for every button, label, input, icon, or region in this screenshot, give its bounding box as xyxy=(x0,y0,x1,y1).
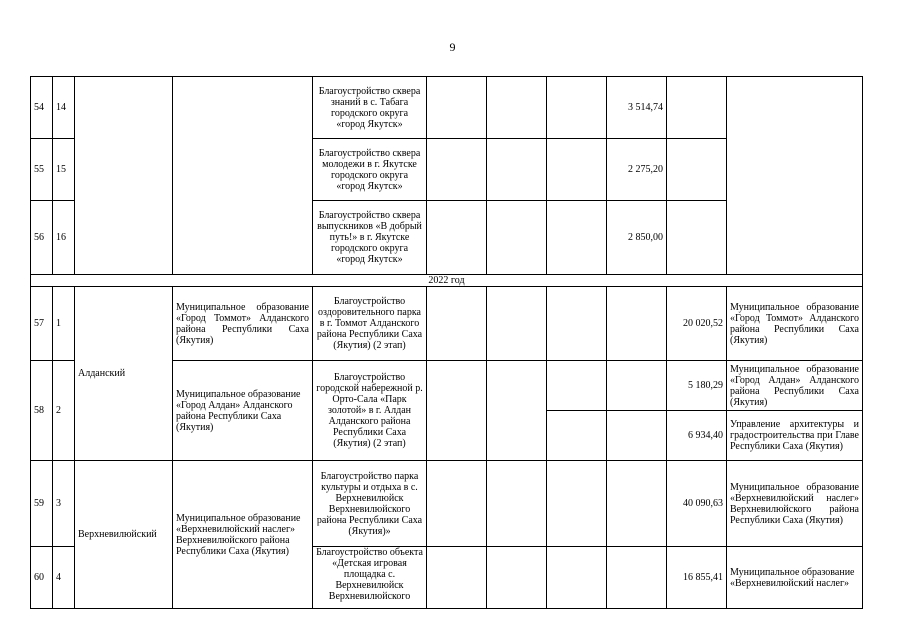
year-separator-row xyxy=(31,275,863,287)
row-subnumber: 15 xyxy=(53,139,75,201)
empty-cell xyxy=(667,139,727,201)
empty-cell xyxy=(487,547,547,609)
row-number: 60 xyxy=(31,547,53,609)
row-subnumber: 4 xyxy=(53,547,75,609)
empty-cell xyxy=(667,77,727,139)
municipality-cell xyxy=(173,77,313,275)
project-name: Благоустройство объекта «Детская игровая площадка с. Верхневилюйск Верхневилюйского xyxy=(313,547,427,609)
funding-table xyxy=(30,76,863,609)
row-subnumber: 16 xyxy=(53,201,75,275)
empty-cell xyxy=(547,461,607,547)
empty-cell xyxy=(547,201,607,275)
empty-cell xyxy=(487,139,547,201)
row-number: 57 xyxy=(31,287,53,361)
row-number: 55 xyxy=(31,139,53,201)
municipality-name: Муниципальное образование «Верхневилюйский наслег» Верхневилюйского района Республики Саха (Якутия) xyxy=(173,461,313,609)
page-number: 9 xyxy=(449,40,456,54)
empty-cell xyxy=(607,361,667,411)
empty-cell xyxy=(547,77,607,139)
amount: 2 275,20 xyxy=(607,139,667,201)
year-label: 2022 год xyxy=(31,275,863,287)
amount: 6 934,40 xyxy=(667,411,727,461)
empty-cell xyxy=(667,201,727,275)
empty-cell xyxy=(427,547,487,609)
amount: 3 514,74 xyxy=(607,77,667,139)
project-name: Благоустройство городской набережной р. Орто-Сала «Парк золотой» в г. Алдан Алданского района Республики Саха (Якутия) (2 этап) xyxy=(313,361,427,461)
project-name: Благоустройство оздоровительного парка в г. Томмот Алданского района Республики Саха (Якутия) (2 этап) xyxy=(313,287,427,361)
empty-cell xyxy=(487,77,547,139)
row-subnumber: 1 xyxy=(53,287,75,361)
amount: 2 850,00 xyxy=(607,201,667,275)
recipient-name: Муниципальное образование «Верхневилюйский наслег» Верхневилюйского района Республики Саха (Якутия) xyxy=(727,461,863,547)
empty-cell xyxy=(487,361,547,461)
recipient-name: Управление архитектуры и градостроительства при Главе Республики Саха (Якутия) xyxy=(727,411,863,461)
empty-cell xyxy=(547,139,607,201)
row-number: 58 xyxy=(31,361,53,461)
table-row xyxy=(31,77,863,139)
empty-cell xyxy=(607,411,667,461)
amount: 40 090,63 xyxy=(667,461,727,547)
empty-cell xyxy=(427,461,487,547)
municipality-name: Муниципальное образование «Город Томмот» Алданского района Республики Саха (Якутия) xyxy=(173,287,313,361)
row-subnumber: 2 xyxy=(53,361,75,461)
recipient-cell xyxy=(727,77,863,275)
row-subnumber: 14 xyxy=(53,77,75,139)
project-name: Благоустройство парка культуры и отдыха в с. Верхневилюйск Верхневилюйского района Республики Саха (Якутия)» xyxy=(313,461,427,547)
district-name: Алданский xyxy=(75,287,173,461)
empty-cell xyxy=(547,287,607,361)
row-number: 59 xyxy=(31,461,53,547)
empty-cell xyxy=(547,411,607,461)
recipient-name: Муниципальное образование «Город Алдан» Алданского района Республики Саха (Якутия) xyxy=(727,361,863,411)
recipient-name: Муниципальное образование «Город Томмот» Алданского района Республики Саха (Якутия) xyxy=(727,287,863,361)
project-name: Благоустройство сквера знаний в с. Табага городского округа «город Якутск» xyxy=(313,77,427,139)
empty-cell xyxy=(547,547,607,609)
amount: 5 180,29 xyxy=(667,361,727,411)
empty-cell xyxy=(607,547,667,609)
municipality-name: Муниципальное образование «Город Алдан» Алданского района Республики Саха (Якутия) xyxy=(173,361,313,461)
table-row xyxy=(31,461,863,547)
empty-cell xyxy=(427,361,487,461)
recipient-name: Муниципальное образование «Верхневилюйский наслег» xyxy=(727,547,863,609)
empty-cell xyxy=(427,287,487,361)
project-name: Благоустройство сквера выпускников «В добрый путь!» в г. Якутске городского округа «город Якутск» xyxy=(313,201,427,275)
empty-cell xyxy=(487,461,547,547)
row-subnumber: 3 xyxy=(53,461,75,547)
amount: 20 020,52 xyxy=(667,287,727,361)
empty-cell xyxy=(427,201,487,275)
empty-cell xyxy=(607,287,667,361)
empty-cell xyxy=(607,461,667,547)
project-name: Благоустройство сквера молодежи в г. Якутске городского округа «город Якутск» xyxy=(313,139,427,201)
empty-cell xyxy=(427,139,487,201)
table-row xyxy=(31,287,863,361)
row-number: 56 xyxy=(31,201,53,275)
district-cell xyxy=(75,77,173,275)
district-name: Верхневилюйский xyxy=(75,461,173,609)
empty-cell xyxy=(487,287,547,361)
empty-cell xyxy=(547,361,607,411)
row-number: 54 xyxy=(31,77,53,139)
amount: 16 855,41 xyxy=(667,547,727,609)
empty-cell xyxy=(487,201,547,275)
empty-cell xyxy=(427,77,487,139)
